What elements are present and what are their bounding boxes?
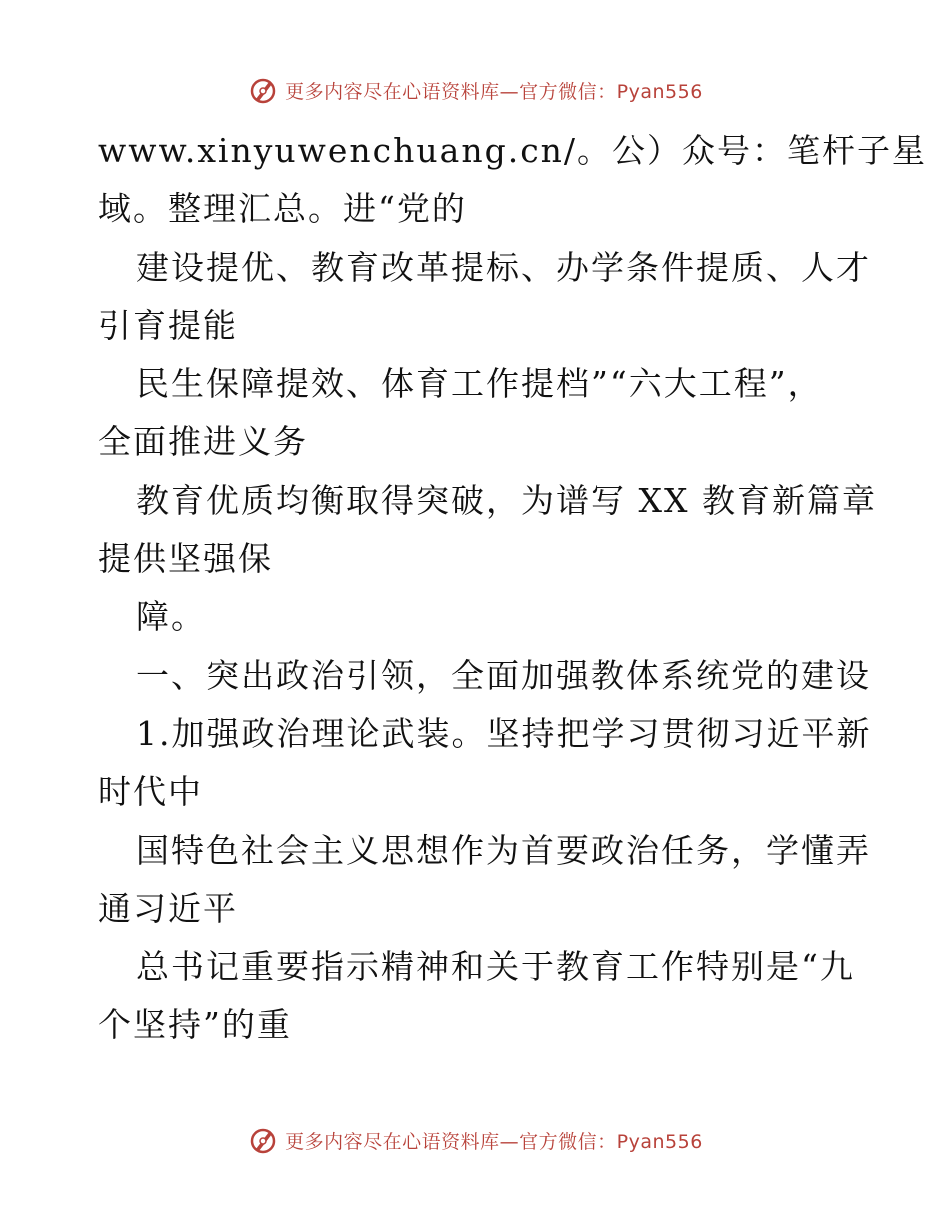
text-line: 民生保障提效、体育工作提档”“六大工程”，: [136, 364, 823, 404]
text-line: 1.加强政治理论武装。坚持把学习贯彻习近平新: [136, 713, 872, 753]
text-line: www.xinyuwenchuang.cn/。公）众号：笔杆子星: [98, 131, 928, 170]
footer-watermark: [0, 1120, 950, 1160]
document-body: [98, 122, 928, 1055]
text-line: 一、突出政治引领，全面加强教体系统党的建设: [136, 655, 871, 695]
text-line: 全面推进义务: [98, 422, 308, 462]
watermark-banner-top: [247, 74, 703, 106]
text-line: 通习近平: [98, 888, 238, 928]
text-line: 建设提优、教育改革提标、办学条件提质、人才: [136, 247, 871, 287]
text-line: 时代中: [98, 772, 203, 812]
watermark-text-bottom: 更多内容尽在心语资料库—官方微信：Pyan556: [285, 1130, 703, 1153]
text-line: 教育优质均衡取得突破，为谱写 XX 教育新篇章: [136, 480, 877, 520]
text-line: 域。整理汇总。进“党的: [98, 189, 467, 229]
text-line: 引育提能: [98, 305, 238, 345]
pen-circle-logo-icon: [247, 1124, 279, 1156]
text-line: 提供坚强保: [98, 539, 273, 579]
text-line: 总书记重要指示精神和关于教育工作特别是“九: [136, 947, 855, 987]
pen-circle-logo-icon: [247, 74, 279, 106]
watermark-text-top: 更多内容尽在心语资料库—官方微信：Pyan556: [285, 80, 703, 103]
header-watermark: [0, 70, 950, 110]
watermark-banner-bottom: [247, 1124, 703, 1156]
text-line: 个坚持”的重: [98, 1005, 292, 1045]
text-line: 国特色社会主义思想作为首要政治任务，学懂弄: [136, 830, 871, 870]
text-line: 障。: [136, 597, 206, 637]
